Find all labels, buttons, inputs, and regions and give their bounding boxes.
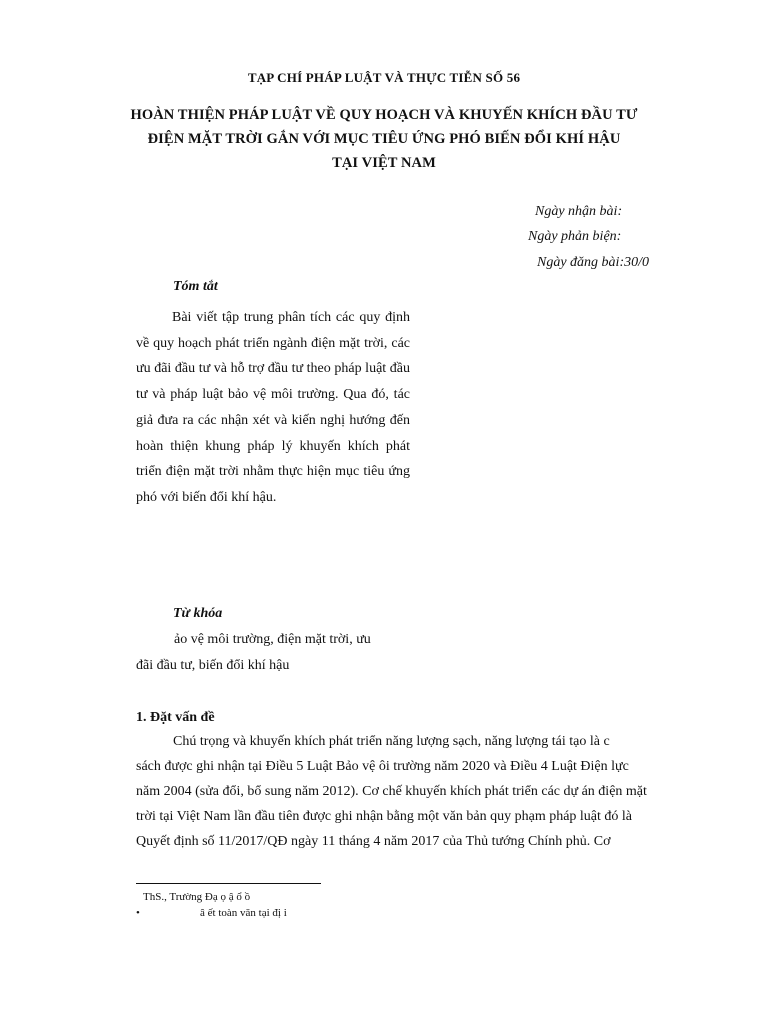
date-reviewed: Ngày phản biện: (528, 229, 622, 244)
body-line-4: trời tại Việt Nam lần đầu tiên được ghi nhận bằng một văn bản quy phạm pháp luật đó là (136, 809, 633, 824)
keywords-line-1: ảo vệ môi trường, điện mặt trời, ưu (174, 632, 371, 647)
footnote-2: â ết toàn văn tại đị i (200, 907, 287, 919)
article-title-line-1: HOÀN THIỆN PHÁP LUẬT VỀ QUY HOẠCH VÀ KHUYẾN KHÍCH ĐẦU TƯ (130, 107, 638, 123)
abstract-text: Bài viết tập trung phân tích các quy định về quy hoạch phát triển ngành điện mặt trời, các ưu đãi đầu tư và hỗ trợ đầu tư theo pháp luật đầu tư và pháp luật bảo vệ môi trường. Qua đó, tác giả đưa ra các nhận xét và kiến nghị hướng đến hoàn thiện khung pháp lý khuyến khích phát triển điện mặt trời nhằm thực hiện mục tiêu ứng phó với biến đổi khí hậu. (136, 310, 410, 505)
abstract-heading: Tóm tắt (173, 279, 218, 294)
keywords-heading: Từ khóa (173, 606, 223, 621)
footnote-bullet: • (136, 907, 140, 919)
section-heading: 1. Đặt vấn đề (136, 710, 215, 725)
footnote-separator (136, 883, 321, 884)
body-line-5: Quyết định số 11/2017/QĐ ngày 11 tháng 4 năm 2017 của Thủ tướng Chính phủ. Cơ (136, 834, 611, 849)
body-line-2: sách được ghi nhận tại Điều 5 Luật Bảo vệ ôi trường năm 2020 và Điều 4 Luật Điện lực (136, 759, 629, 774)
keywords-line-2: đãi đầu tư, biến đổi khí hậu (136, 658, 290, 673)
footnote-1: ThS., Trường Đạ ọ ậ ổ ồ (143, 891, 251, 903)
date-published: Ngày đăng bài:30/0 (537, 255, 649, 270)
date-received: Ngày nhận bài: (535, 204, 623, 219)
body-line-1: Chú trọng và khuyến khích phát triển năng lượng sạch, năng lượng tái tạo là c (173, 734, 610, 749)
body-line-3: năm 2004 (sửa đổi, bổ sung năm 2012). Cơ chế khuyến khích phát triển các dự án điện mặt (136, 784, 647, 799)
journal-header: TẠP CHÍ PHÁP LUẬT VÀ THỰC TIỄN SỐ 56 (247, 70, 521, 85)
article-title-line-2: ĐIỆN MẶT TRỜI GẮN VỚI MỤC TIÊU ỨNG PHÓ BIẾN ĐỔI KHÍ HẬU (147, 131, 621, 147)
article-title-line-3: TẠI VIỆT NAM (332, 155, 436, 171)
